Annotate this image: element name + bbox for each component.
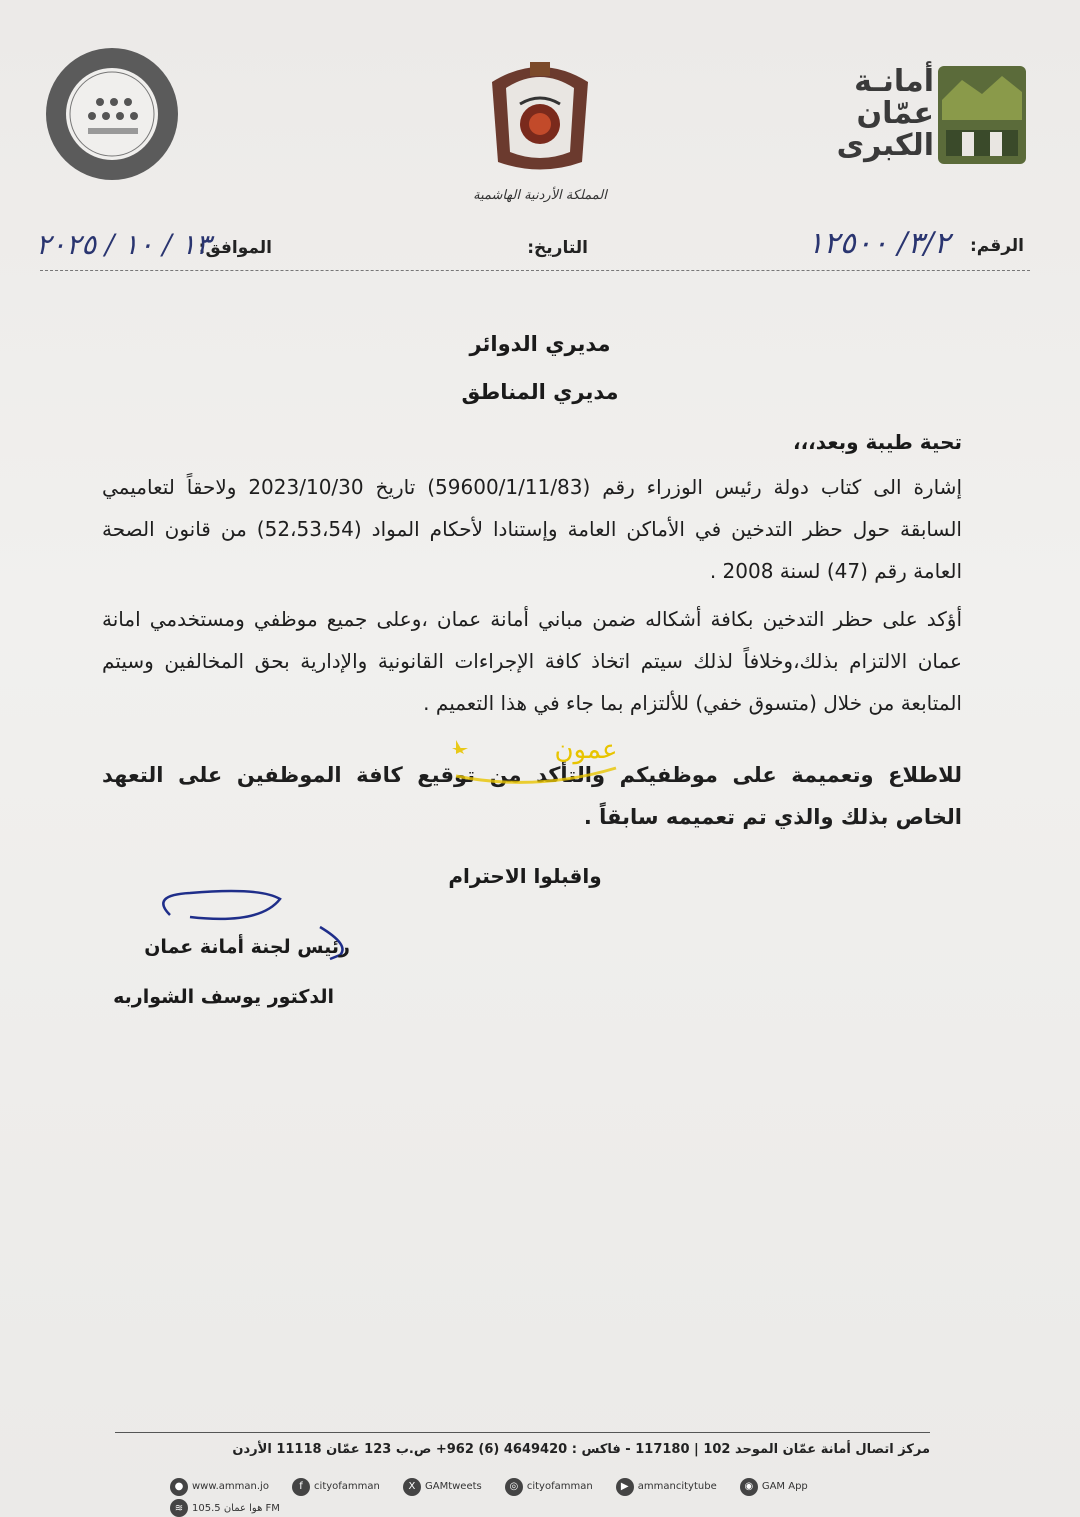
globe-icon: ● [170, 1478, 188, 1496]
paragraph-directive: أؤكد على حظر التدخين بكافة أشكاله ضمن مباني أمانة عمان ،وعلى جميع موظفي ومستخدمي امانة عمان الالتزام بذلك،وخلافاً لذلك سيتم اتخاذ كافة الإجراءات القانونية والإدارية بحق المخالفين وسيتم المتابعة من خلال (متسوق خفي) للألتزام بما جاء في هذا التعميم . [102, 607, 962, 715]
seal-of-excellence-logo [42, 44, 182, 184]
social-link-label: www.amman.jo [192, 1481, 269, 1492]
paragraph-reference: إشارة الى كتاب دولة رئيس الوزراء رقم (59600/1/11/83) تاريخ 2023/10/30 ولاحقاً لتعاميمي السابقة حول حظر التدخين في الأماكن العامة وإستنادا لأحكام المواد (52،53،54) من قانون الصحة العامة رقم (47) لسنة 2008 . [102, 475, 962, 583]
org-logo-text [794, 66, 934, 162]
social-link-youtube[interactable] [616, 1478, 717, 1496]
kingdom-caption: المملكة الأردنية الهاشمية [473, 188, 607, 203]
radio-icon: ≋ [170, 1499, 188, 1517]
social-link-facebook[interactable] [292, 1478, 380, 1496]
signature-scribble [130, 885, 370, 975]
org-logo-line-3: الكبرى [836, 128, 934, 163]
social-links-row [170, 1474, 930, 1514]
date-label: التاريخ: [527, 238, 588, 258]
social-link-radio[interactable] [170, 1499, 280, 1517]
org-logo-line-2: عمّان [856, 96, 934, 131]
footer-contact: مركز اتصال أمانة عمّان الموحد 102 | 117180 - فاكس : 4649420 (6) 962+ ص.ب 123 عمّان 11118 الأردن [232, 1442, 930, 1457]
social-link-label: GAMtweets [424, 1481, 482, 1492]
ref-number-label: الرقم: [969, 236, 1024, 256]
recipient-2: مديري المناطق [461, 380, 619, 404]
x-icon: X [403, 1478, 421, 1496]
signatory-name: الدكتور يوسف الشواربه [113, 986, 334, 1008]
social-link-label: cityofamman [314, 1481, 380, 1492]
social-link-instagram[interactable] [505, 1478, 593, 1496]
ref-number-value: ٣/٢/ ١٢٥٠٠ [807, 226, 950, 261]
org-logo-line-1: أمانـة [854, 64, 934, 99]
social-link-label: ammancitytube [637, 1481, 717, 1492]
amman-logo-mark [932, 60, 1032, 170]
watermark-stamp [446, 726, 636, 796]
social-link-label: GAM App [761, 1481, 808, 1492]
greeting: تحية طيبة وبعد،،، [792, 430, 962, 454]
footer-divider [115, 1432, 930, 1433]
social-link-website[interactable] [170, 1478, 269, 1496]
app-icon: ◉ [740, 1478, 758, 1496]
social-link-app[interactable] [740, 1478, 808, 1496]
closing: واقبلوا الاحترام [448, 864, 602, 888]
social-link-label: هوا عمان 105.5 FM [192, 1502, 280, 1514]
jordan-crest-logo [482, 52, 598, 182]
instagram-icon: ◎ [505, 1478, 523, 1496]
agreed-date-value: ١٣ / ١٠ / ٢٠٢٥ [36, 228, 211, 261]
social-link-label: cityofamman [526, 1481, 593, 1492]
agreed-date-label: الموافق: [198, 238, 272, 258]
signatory-title: رئيس لجنة أمانة عمان [144, 936, 350, 958]
social-link-x[interactable] [403, 1478, 482, 1496]
facebook-icon: f [292, 1478, 310, 1496]
recipient-1: مديري الدوائر [469, 332, 611, 356]
youtube-icon: ▶ [616, 1478, 634, 1496]
paragraph-instruction: للاطلاع وتعميمة على موظفيكم والتأكد من توقيع كافة الموظفين على التعهد الخاص بذلك والذي تم تعميمه سابقاً . [102, 763, 962, 829]
ref-divider [40, 270, 1030, 271]
watermark-text: عمون [554, 735, 618, 765]
